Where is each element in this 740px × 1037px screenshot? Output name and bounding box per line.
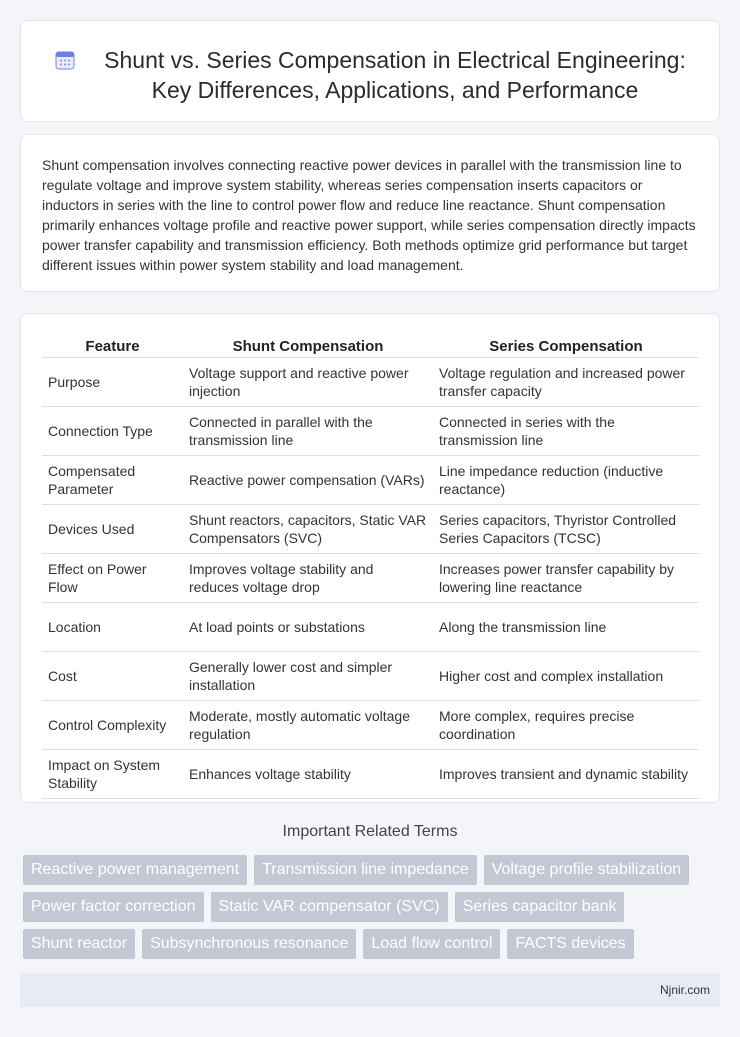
series-cell: Connected in series with the transmission line	[433, 407, 699, 456]
footer	[20, 973, 720, 1007]
intro-card	[20, 134, 720, 292]
header-shunt: Shunt Compensation	[183, 333, 433, 358]
table-row	[42, 750, 699, 799]
term-tag[interactable]: FACTS devices	[507, 929, 633, 959]
shunt-cell: Generally lower cost and simpler installation	[183, 652, 433, 701]
series-cell: Voltage regulation and increased power transfer capacity	[433, 358, 699, 407]
shunt-cell: Shunt reactors, capacitors, Static VAR Compensators (SVC)	[183, 505, 433, 554]
term-tag[interactable]: Shunt reactor	[23, 929, 135, 959]
table-row	[42, 701, 699, 750]
series-cell: Improves transient and dynamic stability	[433, 750, 699, 799]
feature-cell: Connection Type	[42, 407, 183, 456]
series-cell: Series capacitors, Thyristor Controlled Series Capacitors (TCSC)	[433, 505, 699, 554]
table-row	[42, 456, 699, 505]
series-cell: Line impedance reduction (inductive reactance)	[433, 456, 699, 505]
term-tag[interactable]: Power factor correction	[23, 892, 204, 922]
term-tag[interactable]: Voltage profile stabilization	[484, 855, 689, 885]
feature-cell: Impact on System Stability	[42, 750, 183, 799]
term-tag[interactable]: Reactive power management	[23, 855, 247, 885]
shunt-cell: Reactive power compensation (VARs)	[183, 456, 433, 505]
table-row	[42, 407, 699, 456]
shunt-cell: At load points or substations	[183, 603, 433, 652]
tag-row	[23, 855, 723, 885]
feature-cell: Location	[42, 603, 183, 652]
feature-cell: Effect on Power Flow	[42, 554, 183, 603]
page-title: Shunt vs. Series Compensation in Electrical Engineering: Key Differences, Applications, and Performance	[104, 47, 686, 103]
shunt-cell: Enhances voltage stability	[183, 750, 433, 799]
related-terms-tags	[23, 855, 723, 966]
term-tag[interactable]: Series capacitor bank	[455, 892, 625, 922]
header-series: Series Compensation	[433, 333, 699, 358]
shunt-cell: Connected in parallel with the transmission line	[183, 407, 433, 456]
feature-cell: Devices Used	[42, 505, 183, 554]
feature-cell: Compensated Parameter	[42, 456, 183, 505]
table-row	[42, 603, 699, 652]
shunt-cell: Voltage support and reactive power injection	[183, 358, 433, 407]
comparison-table	[42, 333, 699, 799]
term-tag[interactable]: Static VAR compensator (SVC)	[211, 892, 448, 922]
term-tag[interactable]: Subsynchronous resonance	[142, 929, 356, 959]
feature-cell: Control Complexity	[42, 701, 183, 750]
shunt-cell: Improves voltage stability and reduces voltage drop	[183, 554, 433, 603]
feature-cell: Purpose	[42, 358, 183, 407]
table-row	[42, 554, 699, 603]
table-row	[42, 505, 699, 554]
intro-text: Shunt compensation involves connecting reactive power devices in parallel with the transmission line to regulate voltage and improve system stability, whereas series compensation inserts capacitors or inductors in series with the line to control power flow and reduce line reactance. Shunt compensation primarily enhances voltage profile and reactive power support, while series compensation directly impacts power transfer capability and transmission efficiency. Both methods optimize grid performance but target different issues within power system stability and load management.	[42, 157, 696, 273]
shunt-cell: Moderate, mostly automatic voltage regulation	[183, 701, 433, 750]
title-card	[20, 20, 720, 122]
series-cell: Increases power transfer capability by lowering line reactance	[433, 554, 699, 603]
related-terms-title: Important Related Terms	[282, 823, 458, 840]
table-row	[42, 652, 699, 701]
series-cell: Higher cost and complex installation	[433, 652, 699, 701]
tag-row	[23, 892, 723, 922]
series-cell: Along the transmission line	[433, 603, 699, 652]
footer-site-link[interactable]: Njnir.com	[659, 983, 710, 997]
header-feature: Feature	[42, 333, 183, 358]
series-cell: More complex, requires precise coordination	[433, 701, 699, 750]
term-tag[interactable]: Transmission line impedance	[254, 855, 477, 885]
table-header-row	[42, 333, 699, 358]
feature-cell: Cost	[42, 652, 183, 701]
tag-row	[23, 929, 723, 959]
term-tag[interactable]: Load flow control	[363, 929, 500, 959]
calendar-icon	[53, 48, 77, 72]
table-row	[42, 358, 699, 407]
comparison-table-card	[20, 313, 720, 803]
